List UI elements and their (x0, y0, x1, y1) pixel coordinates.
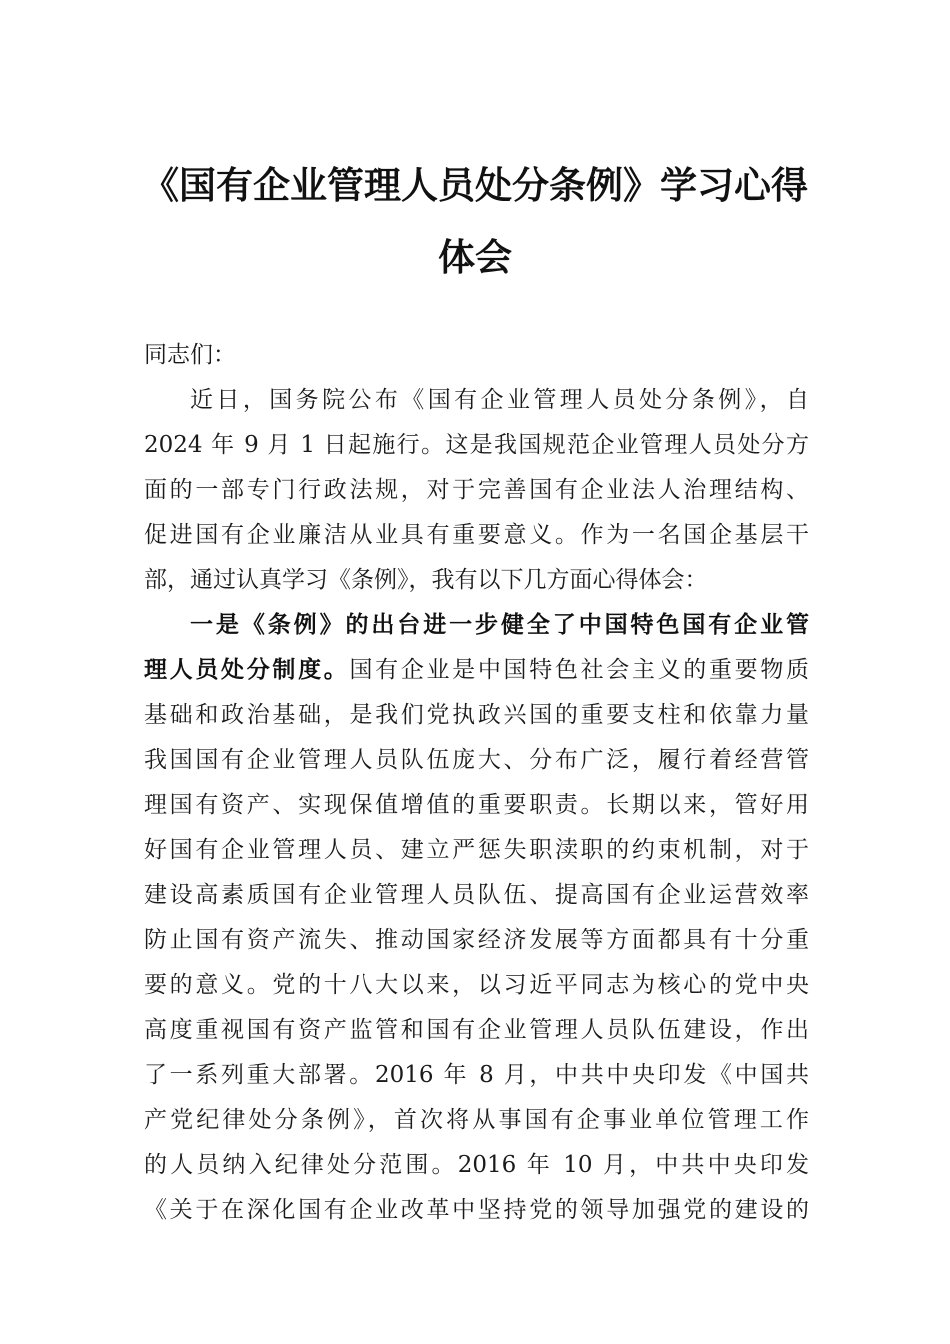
title-line-2: 体会 (438, 236, 512, 279)
paragraph-2-line: 理国有资产、实现保值增值的重要职责。长期以来，管好用 (144, 792, 809, 818)
document-body (144, 333, 809, 1233)
salutation: 同志们： (144, 342, 236, 368)
paragraph-2-text: 国有企业是中国特色社会主义的重要物质 (349, 657, 810, 683)
paragraph-1-line: 2024 年 9 月 1 日起施行。这是我国规范企业管理人员处分方 (144, 432, 809, 458)
paragraph-2-line: 我国国有企业管理人员队伍庞大、分布广泛，履行着经营管 (144, 747, 809, 773)
paragraph-1-line: 近日，国务院公布《国有企业管理人员处分条例》，自 (190, 387, 809, 413)
paragraph-1-line: 促进国有企业廉洁从业具有重要意义。作为一名国企基层干 (144, 522, 809, 548)
paragraph-1-line: 面的一部专门行政法规，对于完善国有企业法人治理结构、 (144, 477, 809, 503)
paragraph-2-line: 《关于在深化国有企业改革中坚持党的领导加强党的建设的 (144, 1197, 809, 1223)
paragraph-1-line: 部，通过认真学习《条例》，我有以下几方面心得体会： (144, 567, 708, 593)
title-line-1: 《国有企业管理人员处分条例》学习心得 (142, 164, 808, 207)
paragraph-2-line: 基础和政治基础，是我们党执政兴国的重要支柱和依靠力量 (144, 702, 809, 728)
paragraph-2-line: 防止国有资产流失、推动国家经济发展等方面都具有十分重 (144, 927, 809, 953)
paragraph-2-line (144, 648, 809, 693)
section-heading-tail: 理人员处分制度。 (144, 657, 350, 683)
paragraph-2-line: 高度重视国有资产监管和国有企业管理人员队伍建设，作出 (144, 1017, 809, 1043)
paragraph-2-line: 建设高素质国有企业管理人员队伍、提高国有企业运营效率 (144, 882, 809, 908)
paragraph-2-line: 的人员纳入纪律处分范围。2016 年 10 月，中共中央印发 (144, 1152, 809, 1178)
paragraph-2-line: 要的意义。党的十八大以来，以习近平同志为核心的党中央 (144, 972, 809, 998)
paragraph-2-line: 好国有企业管理人员、建立严惩失职渎职的约束机制，对于 (144, 837, 809, 863)
document-title (120, 150, 830, 294)
paragraph-2-line: 了一系列重大部署。2016 年 8 月，中共中央印发《中国共 (144, 1062, 809, 1088)
section-heading-line: 一是《条例》的出台进一步健全了中国特色国有企业管 (190, 612, 809, 638)
paragraph-2-line: 产党纪律处分条例》，首次将从事国有企事业单位管理工作 (144, 1107, 809, 1133)
